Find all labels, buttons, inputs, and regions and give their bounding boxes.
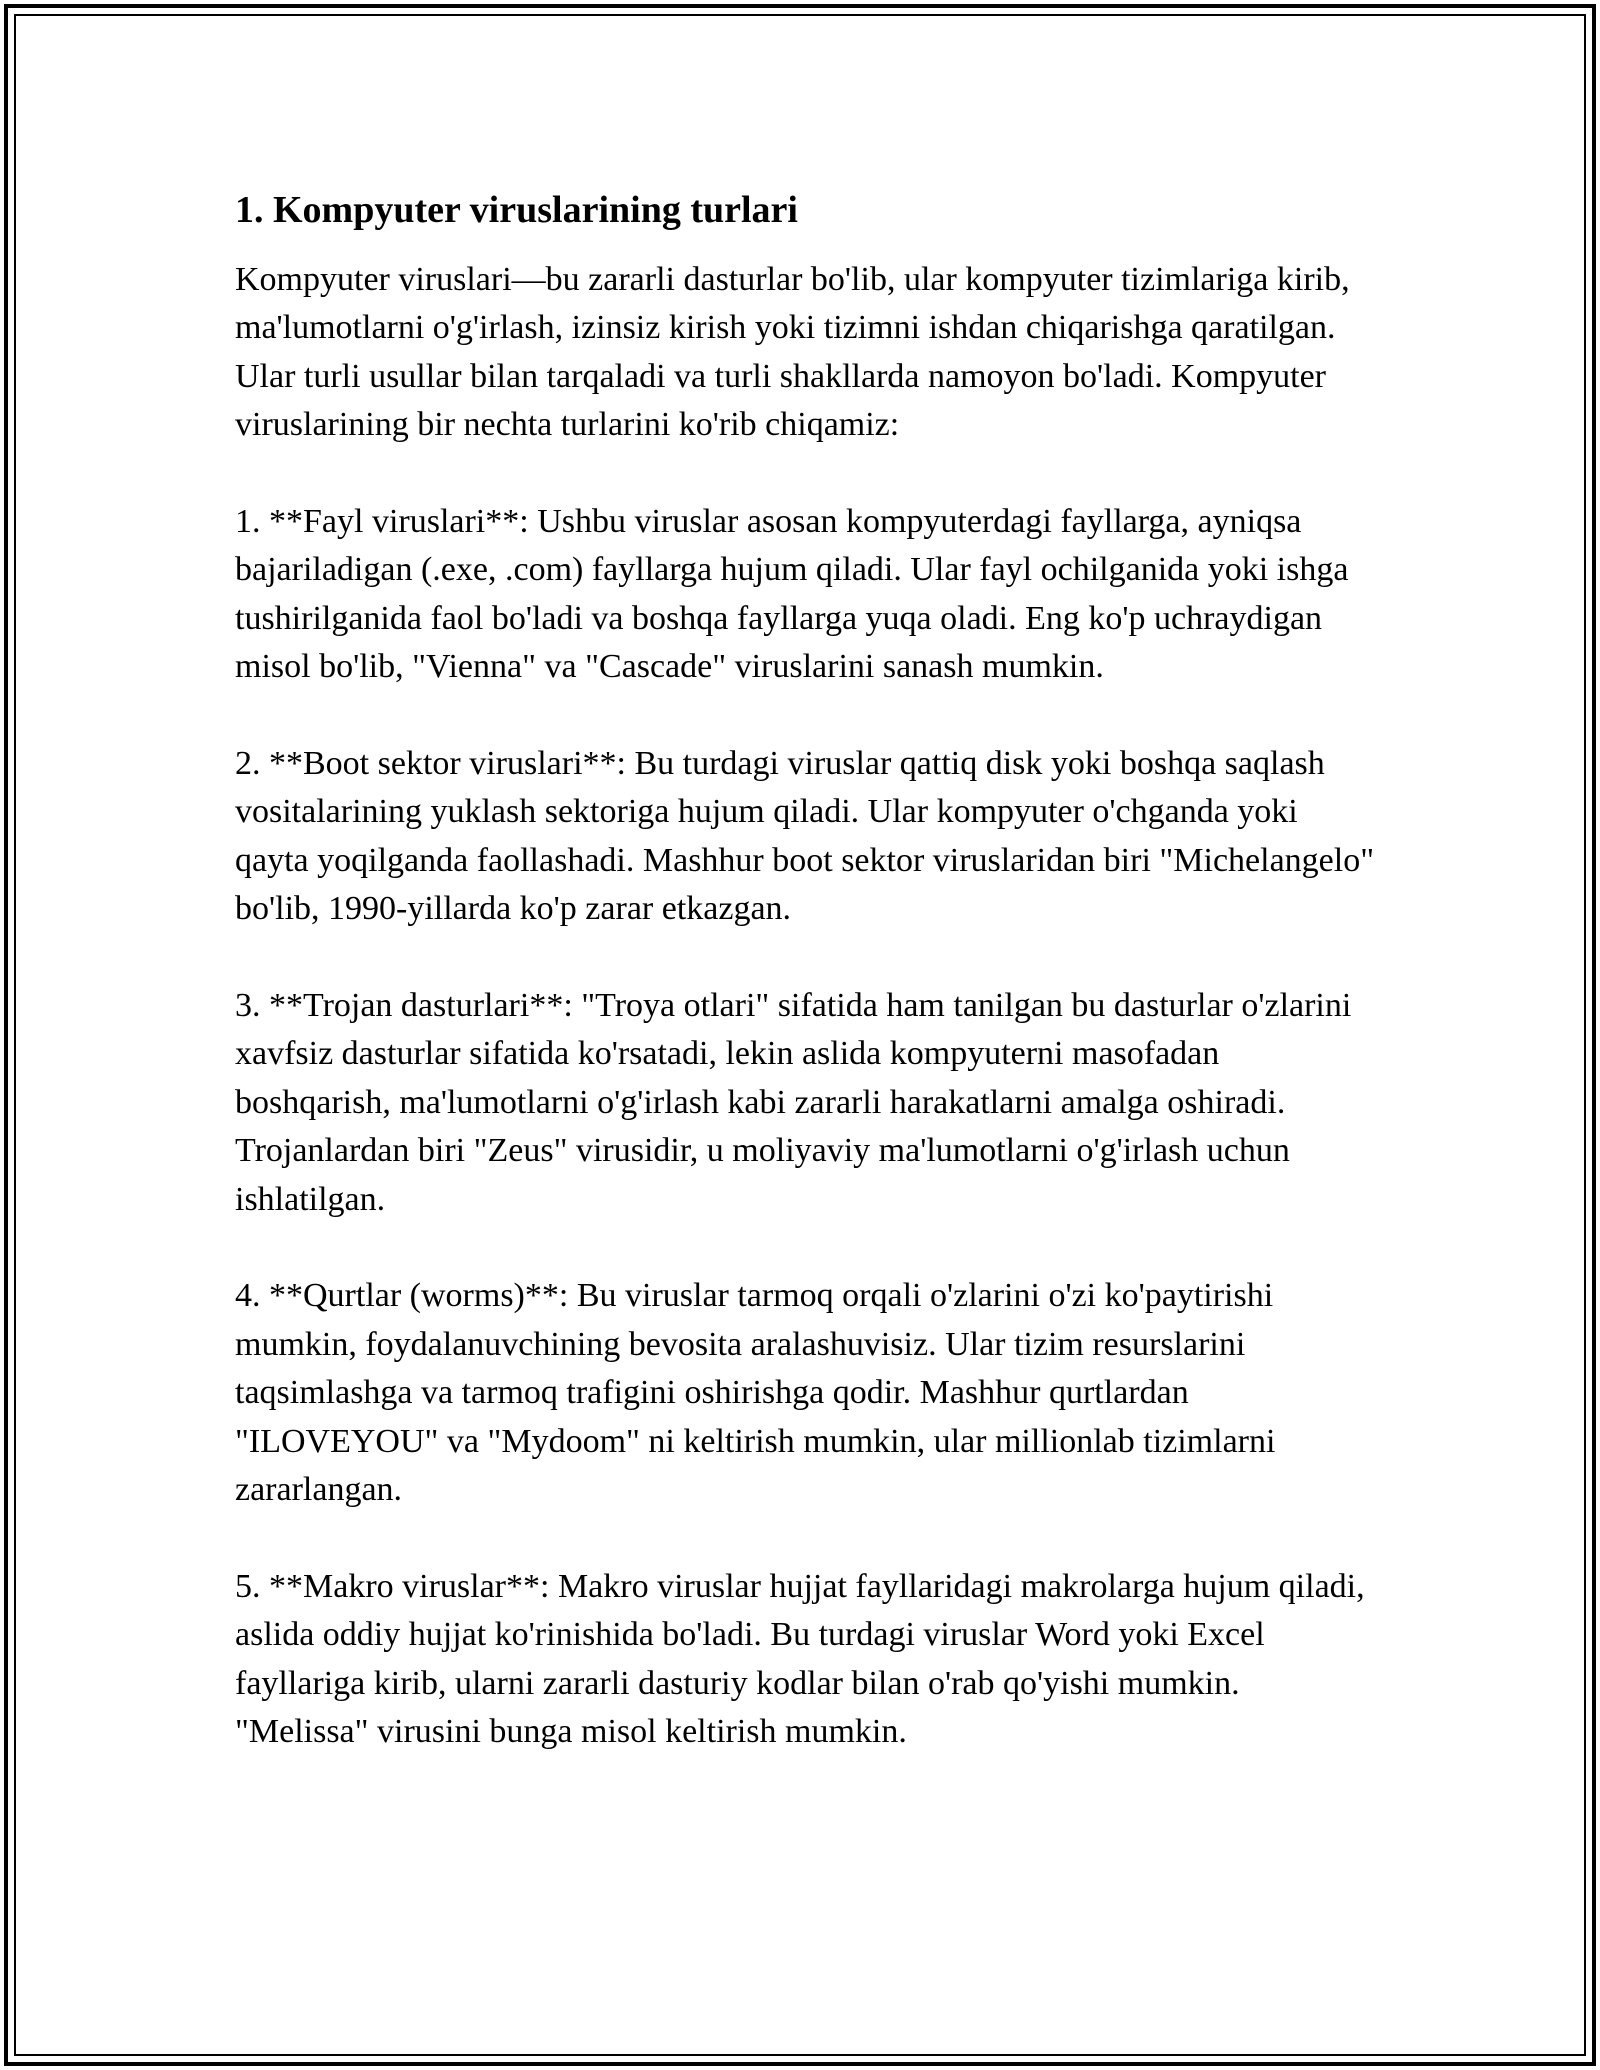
paragraph-worms: 4. **Qurtlar (worms)**: Bu viruslar tarmoq orqali o'zlarini o'zi ko'paytirishi mumkin, foydalanuvchining bevosita aralashuvisiz. Ular tizim resurslarini taqsimlashga va tarmoq trafigini oshirishga qodir. Mashhur qurtlardan "ILOVEYOU" va "Mydoom" ni keltirish mumkin, ular millionlab tizimlarni zararlangan. [235,1277,1276,1509]
paragraph-macro-viruses: 5. **Makro viruslar**: Makro viruslar hujjat fayllaridagi makrolarga hujum qiladi, aslida oddiy hujjat ko'rinishida bo'ladi. Bu turdagi viruslar Word yoki Excel fayllariga kirib, ularni zararli dasturiy kodlar bilan o'rab qo'yishi mumkin. "Melissa" virusini bunga misol keltirish mumkin. [235,1567,1365,1751]
paragraph-file-viruses: 1. **Fayl viruslari**: Ushbu viruslar asosan kompyuterdagi fayllarga, ayniqsa bajariladigan (.exe, .com) fayllarga hujum qiladi. Ular fayl ochilganida yoki ishga tushirilganida faol bo'ladi va boshqa fayllarga yuqa oladi. Eng ko'p uchraydigan misol bo'lib, "Vienna" va "Cascade" viruslarini sanash mumkin. [235,503,1349,686]
document-title: 1. Kompyuter viruslarining turlari [235,189,798,231]
document-body [235,186,1375,1757]
paragraph-boot-sector-viruses: 2. **Boot sektor viruslari**: Bu turdagi viruslar qattiq disk yoki boshqa saqlash vositalarining yuklash sektoriga hujum qiladi. Ular kompyuter o'chganda yoki qayta yoqilganda faollashadi. Mashhur boot sektor viruslaridan biri "Michelangelo" bo'lib, 1990-yillarda ko'p zarar etkazgan. [235,745,1375,928]
paragraph-intro: Kompyuter viruslari—bu zararli dasturlar bo'lib, ular kompyuter tizimlariga kirib, ma'lumotlarni o'g'irlash, izinsiz kirish yoki tizimni ishdan chiqarishga qaratilgan. Ular turli usullar bilan tarqaladi va turli shakllarda namoyon bo'ladi. Kompyuter viruslarining bir nechta turlarini ko'rib chiqamiz: [235,261,1350,444]
paragraph-trojans: 3. **Trojan dasturlari**: "Troya otlari" sifatida ham tanilgan bu dasturlar o'zlarini xavfsiz dasturlar sifatida ko'rsatadi, lekin aslida kompyuterni masofadan boshqarish, ma'lumotlarni o'g'irlash kabi zararli harakatlarni amalga oshiradi. Trojanlardan biri "Zeus" virusidir, u moliyaviy ma'lumotlarni o'g'irlash uchun ishlatilgan. [235,987,1352,1218]
